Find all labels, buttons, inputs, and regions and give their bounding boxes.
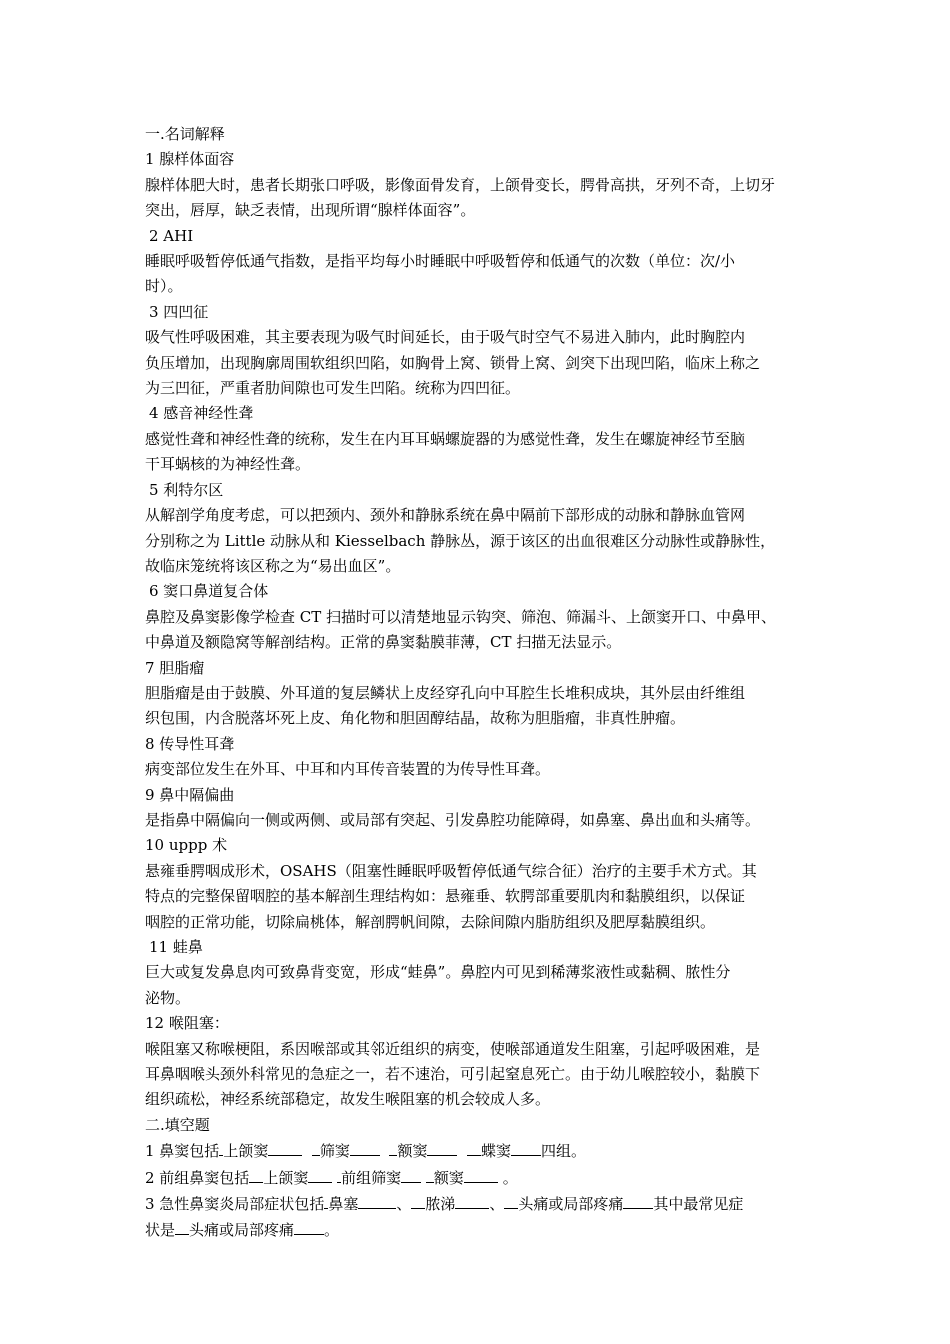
term-title-3: 3 四凹征 [149, 302, 209, 321]
term-title-1: 1 腺样体面容 [145, 150, 235, 169]
term-title-10: 10 uppp 术 [145, 836, 228, 855]
term-text-12-line-1: 喉阻塞又称喉梗阻，系因喉部或其邻近组织的病变，使喉部通道发生阻塞，引起呼吸困难，是 [145, 1039, 761, 1058]
answer-blank [426, 1165, 434, 1183]
answer-blank [175, 1217, 189, 1235]
term-text-2-line-2: 时）。 [145, 277, 183, 296]
answer-3-2: 脓涕 [425, 1195, 456, 1214]
section-heading-definitions: 一.名词解释 [145, 125, 225, 143]
term-title-2: 2 AHI [149, 226, 194, 245]
term-text-3-line-1: 吸气性呼吸困难，其主要表现为吸气时间延长，由于吸气时空气不易进入肺内，此时胸腔内 [145, 328, 746, 347]
answer-3-3: 头痛或局部疼痛 [518, 1195, 624, 1214]
term-text-4-line-2: 干耳蜗核的为神经性聋。 [145, 455, 311, 474]
answer-3-1: 鼻塞 [328, 1195, 359, 1214]
section-heading-fill-blank: 二.填空题 [145, 1115, 210, 1134]
answer-blank [249, 1165, 263, 1183]
answer-blank [427, 1138, 457, 1156]
answer-blank [411, 1191, 425, 1209]
term-title-6: 6 窦口鼻道复合体 [149, 582, 269, 601]
term-text-9-line-1: 是指鼻中隔偏向一侧或两侧、或局部有突起、引发鼻腔功能障碍，如鼻塞、鼻出血和头痛等。 [145, 810, 761, 829]
fill-question-2 [145, 1165, 817, 1191]
answer-2-1: 上颌窦 [263, 1168, 309, 1187]
fill-question-3-line-1 [145, 1191, 817, 1217]
term-title-4: 4 感音神经性聋 [149, 404, 254, 423]
answer-blank [312, 1138, 320, 1156]
answer-blank [358, 1191, 396, 1209]
term-text-12-line-2: 耳鼻咽喉头颈外科常见的急症之一，若不速治，可引起窒息死亡。由于幼儿喉腔较小，黏膜下 [145, 1065, 761, 1084]
term-title-9: 9 鼻中隔偏曲 [145, 785, 235, 804]
term-text-3-line-3: 为三凹征，严重者肋间隙也可发生凹陷。统称为四凹征。 [145, 379, 521, 398]
term-text-11-line-2: 泌物。 [145, 988, 191, 1007]
fill-question-3-suffix: 。 [324, 1221, 340, 1240]
answer-blank [467, 1138, 481, 1156]
fill-question-3-line2-prefix: 状是 [145, 1221, 176, 1240]
term-text-10-line-3: 咽腔的正常功能，切除扁桃体，解剖腭帆间隙，去除间隙内脂肪组织及肥厚黏膜组织。 [145, 912, 716, 931]
term-title-5: 5 利特尔区 [149, 480, 224, 499]
separator [302, 1142, 312, 1160]
answer-blank [464, 1165, 498, 1183]
answer-blank [623, 1191, 653, 1209]
answer-1-4: 蝶窦 [481, 1142, 512, 1161]
term-title-12: 12 喉阻塞： [145, 1014, 229, 1033]
term-title-11: 11 蛙鼻 [149, 938, 203, 956]
separator [457, 1142, 467, 1160]
answer-blank [294, 1217, 324, 1235]
answer-blank [401, 1165, 421, 1183]
fill-question-1 [145, 1138, 817, 1164]
answer-blank [455, 1191, 489, 1209]
answer-1-3: 额窦 [397, 1142, 428, 1161]
answer-3-4: 头痛或局部疼痛 [189, 1221, 295, 1240]
term-text-12-line-3: 组织疏松，神经系统部稳定，故发生喉阻塞的机会较成人多。 [145, 1090, 551, 1109]
fill-question-3-mid: 其中最常见症 [653, 1195, 744, 1214]
term-title-7: 7 胆脂瘤 [145, 658, 205, 677]
separator: 、 [396, 1195, 412, 1214]
answer-blank [504, 1191, 518, 1209]
fill-question-2-suffix: 。 [497, 1168, 518, 1187]
term-text-7-line-2: 织包围，内含脱落坏死上皮、角化物和胆固醇结晶，故称为胆脂瘤，非真性肿瘤。 [145, 709, 686, 728]
answer-1-1: 上颌窦 [223, 1142, 269, 1161]
fill-question-2-prefix: 2 前组鼻窦包括 [145, 1168, 250, 1187]
term-title-8: 8 传导性耳聋 [145, 734, 235, 753]
term-text-8-line-1: 病变部位发生在外耳、中耳和内耳传音装置的为传导性耳聋。 [145, 760, 551, 779]
answer-2-2: 前组筛窦 [341, 1168, 402, 1187]
answer-blank [350, 1138, 380, 1156]
term-text-7-line-1: 胆脂瘤是由于鼓膜、外耳道的复层鳞状上皮经穿孔向中耳腔生长堆积成块，其外层由纤维组 [145, 683, 746, 702]
answer-2-3: 额窦 [433, 1168, 464, 1187]
term-text-2-line-1: 睡眠呼吸暂停低通气指数，是指平均每小时睡眠中呼吸暂停和低通气的次数（单位：次/小 [145, 252, 736, 271]
answer-blank [268, 1138, 302, 1156]
fill-question-3-line-2 [145, 1217, 817, 1243]
term-text-1-line-1: 腺样体肥大时，患者长期张口呼吸，影像面骨发育，上颌骨变长，腭骨高拱，牙列不奇，上切牙 [145, 175, 776, 194]
term-text-5-line-1: 从解剖学角度考虑，可以把颈内、颈外和静脉系统在鼻中隔前下部形成的动脉和静脉血管网 [145, 506, 746, 525]
answer-blank [308, 1165, 332, 1183]
term-text-6-line-1: 鼻腔及鼻窦影像学检查 CT 扫描时可以清楚地显示钩突、筛泡、筛漏斗、上颌窦开口、中鼻甲、 [145, 607, 777, 626]
answer-blank [511, 1138, 541, 1156]
fill-question-1-suffix: 四组。 [541, 1142, 587, 1161]
term-text-1-line-2: 突出，唇厚，缺乏表情，出现所谓“腺样体面容”。 [145, 201, 476, 220]
fill-question-1-prefix: 1 鼻窦包括 [145, 1142, 220, 1161]
separator [380, 1142, 390, 1160]
separator: 、 [489, 1195, 505, 1214]
term-text-10-line-1: 悬雍垂腭咽成形术，OSAHS（阻塞性睡眠呼吸暂停低通气综合征）治疗的主要手术方式。其 [145, 861, 757, 880]
term-text-6-line-2: 中鼻道及额隐窝等解剖结构。正常的鼻窦黏膜菲薄，CT 扫描无法显示。 [145, 633, 622, 652]
term-text-10-line-2: 特点的完整保留咽腔的基本解剖生理结构如：悬雍垂、软腭部重要肌肉和黏膜组织，以保证 [145, 887, 746, 906]
term-text-4-line-1: 感觉性聋和神经性聋的统称，发生在内耳耳蜗螺旋器的为感觉性聋，发生在螺旋神经节至脑 [145, 429, 746, 448]
term-text-3-line-2: 负压增加，出现胸廓周围软组织凹陷，如胸骨上窝、锁骨上窝、剑突下出现凹陷，临床上称之 [145, 353, 761, 372]
term-text-5-line-3: 故临床笼统将该区称之为“易出血区”。 [145, 556, 401, 575]
document-page [145, 122, 817, 1244]
fill-question-3-prefix: 3 急性鼻窦炎局部症状包括 [145, 1195, 325, 1214]
term-text-5-line-2: 分别称之为 Little 动脉从和 Kiesselbach 静脉丛，源于该区的出血很难区分动脉性或静脉性， [145, 531, 776, 550]
term-text-11-line-1: 巨大或复发鼻息肉可致鼻背变宽，形成“蛙鼻”。鼻腔内可见到稀薄浆液性或黏稠、脓性分 [145, 963, 731, 982]
answer-1-2: 筛窦 [319, 1142, 350, 1161]
